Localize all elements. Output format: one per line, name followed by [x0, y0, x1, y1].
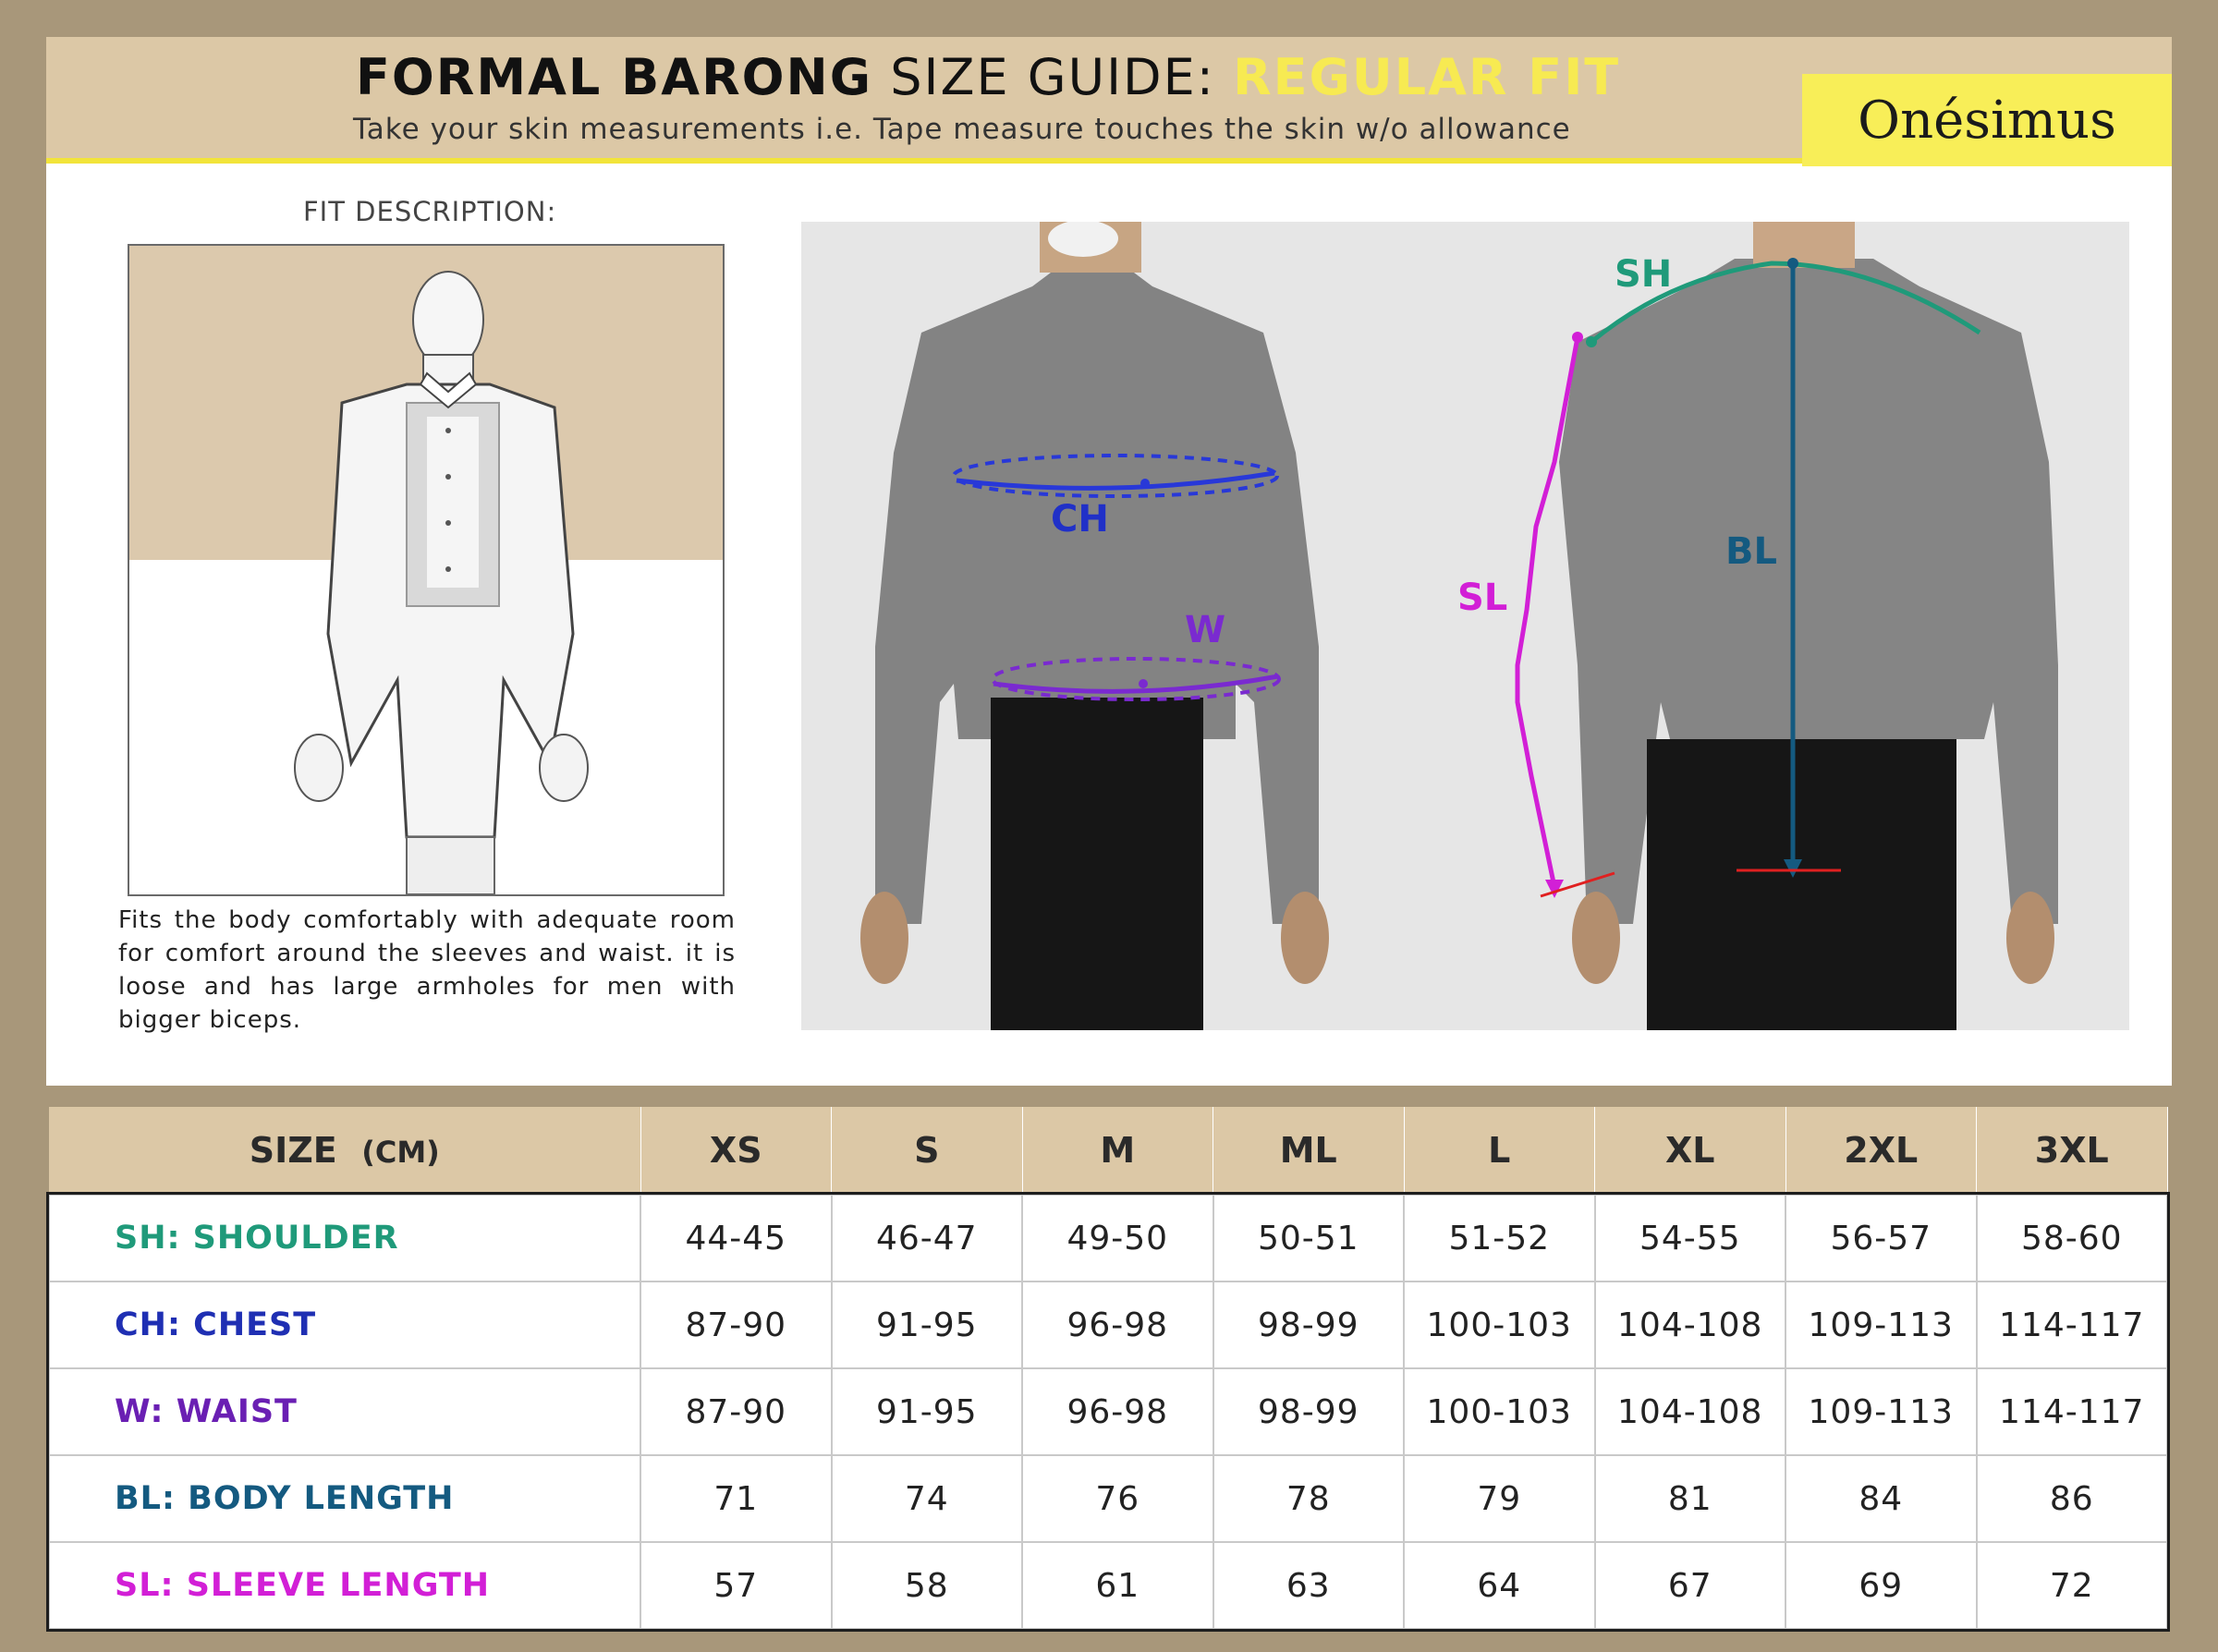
table-cell: 78 — [1213, 1455, 1405, 1542]
table-row — [49, 1195, 2167, 1282]
table-cell: 61 — [1022, 1542, 1213, 1629]
row-label-chest: CH: CHEST — [49, 1282, 640, 1368]
table-cell: 63 — [1213, 1542, 1405, 1629]
table-cell: 91-95 — [832, 1282, 1023, 1368]
table-cell: 87-90 — [640, 1368, 832, 1455]
table-cell: 84 — [1785, 1455, 1977, 1542]
table-row — [49, 1455, 2167, 1542]
size-header-m: M — [1022, 1107, 1213, 1195]
size-header-3xl: 3XL — [1977, 1107, 2168, 1195]
size-header-l: L — [1404, 1107, 1595, 1195]
fit-description-text: Fits the body comfortably with adequate room for comfort around the sleeves and waist. it is loose and has large armholes for men with bigger biceps. — [118, 906, 736, 1034]
row-label-waist: W: WAIST — [49, 1368, 640, 1455]
table-cell: 64 — [1404, 1542, 1595, 1629]
table-cell: 104-108 — [1595, 1282, 1786, 1368]
table-cell: 91-95 — [832, 1368, 1023, 1455]
row-label-shoulder: SH: SHOULDER — [49, 1195, 640, 1282]
w-marker: W — [1185, 609, 1226, 651]
table-cell: 44-45 — [640, 1195, 832, 1282]
table-cell: 114-117 — [1977, 1368, 2168, 1455]
table-cell: 109-113 — [1785, 1368, 1977, 1455]
table-cell: 87-90 — [640, 1282, 832, 1368]
table-cell: 76 — [1022, 1455, 1213, 1542]
table-cell: 98-99 — [1213, 1368, 1405, 1455]
table-cell: 51-52 — [1404, 1195, 1595, 1282]
table-cell: 98-99 — [1213, 1282, 1405, 1368]
fit-description-label: FIT DESCRIPTION: — [303, 196, 557, 227]
table-cell: 74 — [832, 1455, 1023, 1542]
sh-marker: SH — [1615, 253, 1673, 296]
table-cell: 100-103 — [1404, 1282, 1595, 1368]
size-header-row — [49, 1107, 2167, 1195]
table-cell: 96-98 — [1022, 1282, 1213, 1368]
table-cell: 71 — [640, 1455, 832, 1542]
size-header-ml: ML — [1213, 1107, 1405, 1195]
table-cell: 56-57 — [1785, 1195, 1977, 1282]
size-guide-card — [46, 37, 2172, 1086]
size-header-xs: XS — [640, 1107, 832, 1195]
table-cell: 54-55 — [1595, 1195, 1786, 1282]
page-title: FORMAL BARONG SIZE GUIDE: REGULAR FIT — [356, 48, 1621, 106]
table-cell: 58-60 — [1977, 1195, 2168, 1282]
row-label-sleeve-length: SL: SLEEVE LENGTH — [49, 1542, 640, 1629]
bl-marker: BL — [1725, 530, 1777, 573]
table-cell: 114-117 — [1977, 1282, 2168, 1368]
table-row — [49, 1368, 2167, 1455]
table-cell: 58 — [832, 1542, 1023, 1629]
size-header-xl: XL — [1595, 1107, 1786, 1195]
size-header-s: S — [832, 1107, 1023, 1195]
table-cell: 72 — [1977, 1542, 2168, 1629]
table-cell: 69 — [1785, 1542, 1977, 1629]
page-subtitle: Take your skin measurements i.e. Tape measure touches the skin w/o allowance — [353, 113, 1571, 146]
table-cell: 100-103 — [1404, 1368, 1595, 1455]
table-cell: 50-51 — [1213, 1195, 1405, 1282]
table-cell: 57 — [640, 1542, 832, 1629]
header-underline — [46, 158, 1802, 164]
table-cell: 49-50 — [1022, 1195, 1213, 1282]
ch-marker: CH — [1051, 498, 1109, 541]
table-cell: 86 — [1977, 1455, 2168, 1542]
size-header-label: SIZE (CM) — [49, 1107, 640, 1195]
table-cell: 104-108 — [1595, 1368, 1786, 1455]
table-cell: 46-47 — [832, 1195, 1023, 1282]
table-cell: 109-113 — [1785, 1282, 1977, 1368]
brand-logo: Onésimus — [1802, 74, 2172, 166]
size-table — [48, 1107, 2168, 1630]
sl-marker: SL — [1457, 577, 1508, 619]
row-label-body-length: BL: BODY LENGTH — [49, 1455, 640, 1542]
table-cell: 67 — [1595, 1542, 1786, 1629]
barong-illustration — [128, 244, 725, 896]
size-header-2xl: 2XL — [1785, 1107, 1977, 1195]
table-cell: 81 — [1595, 1455, 1786, 1542]
measurement-photo — [801, 222, 2129, 1030]
table-cell: 96-98 — [1022, 1368, 1213, 1455]
table-row — [49, 1542, 2167, 1629]
table-cell: 79 — [1404, 1455, 1595, 1542]
table-row — [49, 1282, 2167, 1368]
